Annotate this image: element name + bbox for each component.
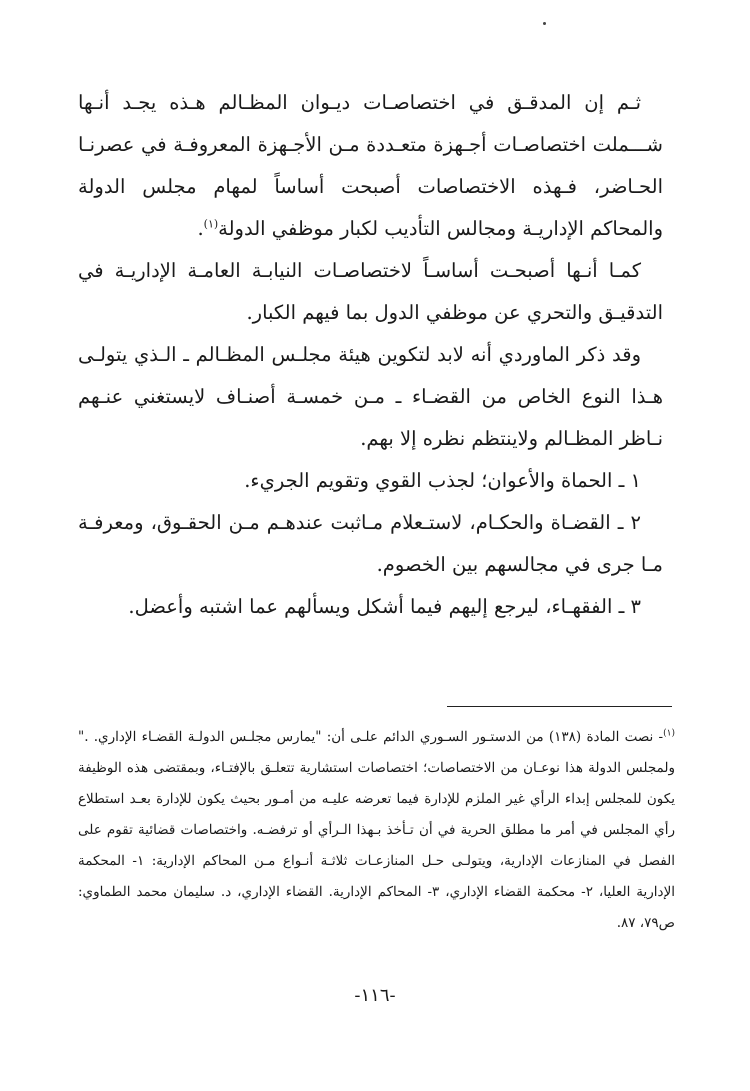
page-number: -١١٦- bbox=[354, 985, 396, 1006]
body-paragraph-1: ثـم إن المدقـق في اختصاصـات ديـوان المظـالم هـذه يجـد أنـها شـــملت اختصاصـات أجـهزة متعـددة مـن الأجـهزة المعروفـة في عصرنـا الحـاضر، فـهذه الاختصاصات أصبحت أساساً لمهام مجلس الدولة والمحاكم الإداريـة ومجالس التأديب لكبار موظفي الدولة$^{(١)}$. bbox=[78, 91, 663, 240]
scan-speck bbox=[543, 22, 546, 25]
footnote-marker: (١) bbox=[663, 728, 675, 739]
footnote bbox=[78, 722, 675, 939]
main-body-text bbox=[78, 82, 663, 628]
list-item-3: ٣ ـ الفقهـاء، ليرجع إليهم فيما أشكل ويسألهم عما اشتبه وأعضل. bbox=[128, 595, 641, 618]
footnote-text: $^{(١)}$- نصت المادة (١٣٨) من الدستـور السـوري الدائم علـى أن: "يمارس مجلـس الدولـة القضـاء الإداري. ." ولمجلس الدولة هذا نوعـان من الاختصاصات؛ اختصاصات استشارية تتعلـق بالإفتـاء، وبمقتضى هذه الوظيفة يكون للمجلس إبداء الرأي غير الملزم للإدارة فيما تعرضه عليـه من أمـور بحيث يكون للإدارة بعـد استطلاع رأي المجلس في أمر ما مطلق الحرية في أن تـأخذ بـهذا الـرأي أو ترفضـه. واختصاصات قضائية تقوم على الفصل في المنازعات الإدارية، ويتولـى حـل المنازعـات ثلاثـة أنـواع مـن المحاكم الإدارية: ١- المحكمة الإدارية العليا، ٢- محكمة القضاء الإداري، ٣- المحاكم الإدارية. القضاء الإداري، د. سليمان محمد الطماوي: ص٧٩، ٨٧. bbox=[78, 728, 676, 931]
body-paragraph-3: وقد ذكر الماوردي أنه لابد لتكوين هيئة مجلـس المظـالم ـ الـذي يتولـى هـذا النوع الخاص من القضـاء ـ مـن خمسـة أصنـاف لايستغني عنـهم نـاظر المظـالم ولاينتظم نظره إلا بهم. bbox=[78, 343, 663, 450]
body-paragraph-2: كمـا أنـها أصبحـت أساسـاً لاختصاصـات النيابـة العامـة الإداريـة في التدقيـق والتحري عن موظفي الدول بما فيهم الكبار. bbox=[78, 259, 663, 324]
footnote-reference[interactable]: (١) bbox=[203, 217, 219, 231]
list-item-2: ٢ ـ القضـاة والحكـام، لاستـعلام مـاثبت عندهـم مـن الحقـوق، ومعرفـة مـا جرى في مجالسهم بين الخصوم. bbox=[78, 511, 663, 576]
footnote-divider bbox=[447, 706, 672, 707]
list-item-1: ١ ـ الحماة والأعوان؛ لجذب القوي وتقويم الجريء. bbox=[244, 469, 641, 492]
